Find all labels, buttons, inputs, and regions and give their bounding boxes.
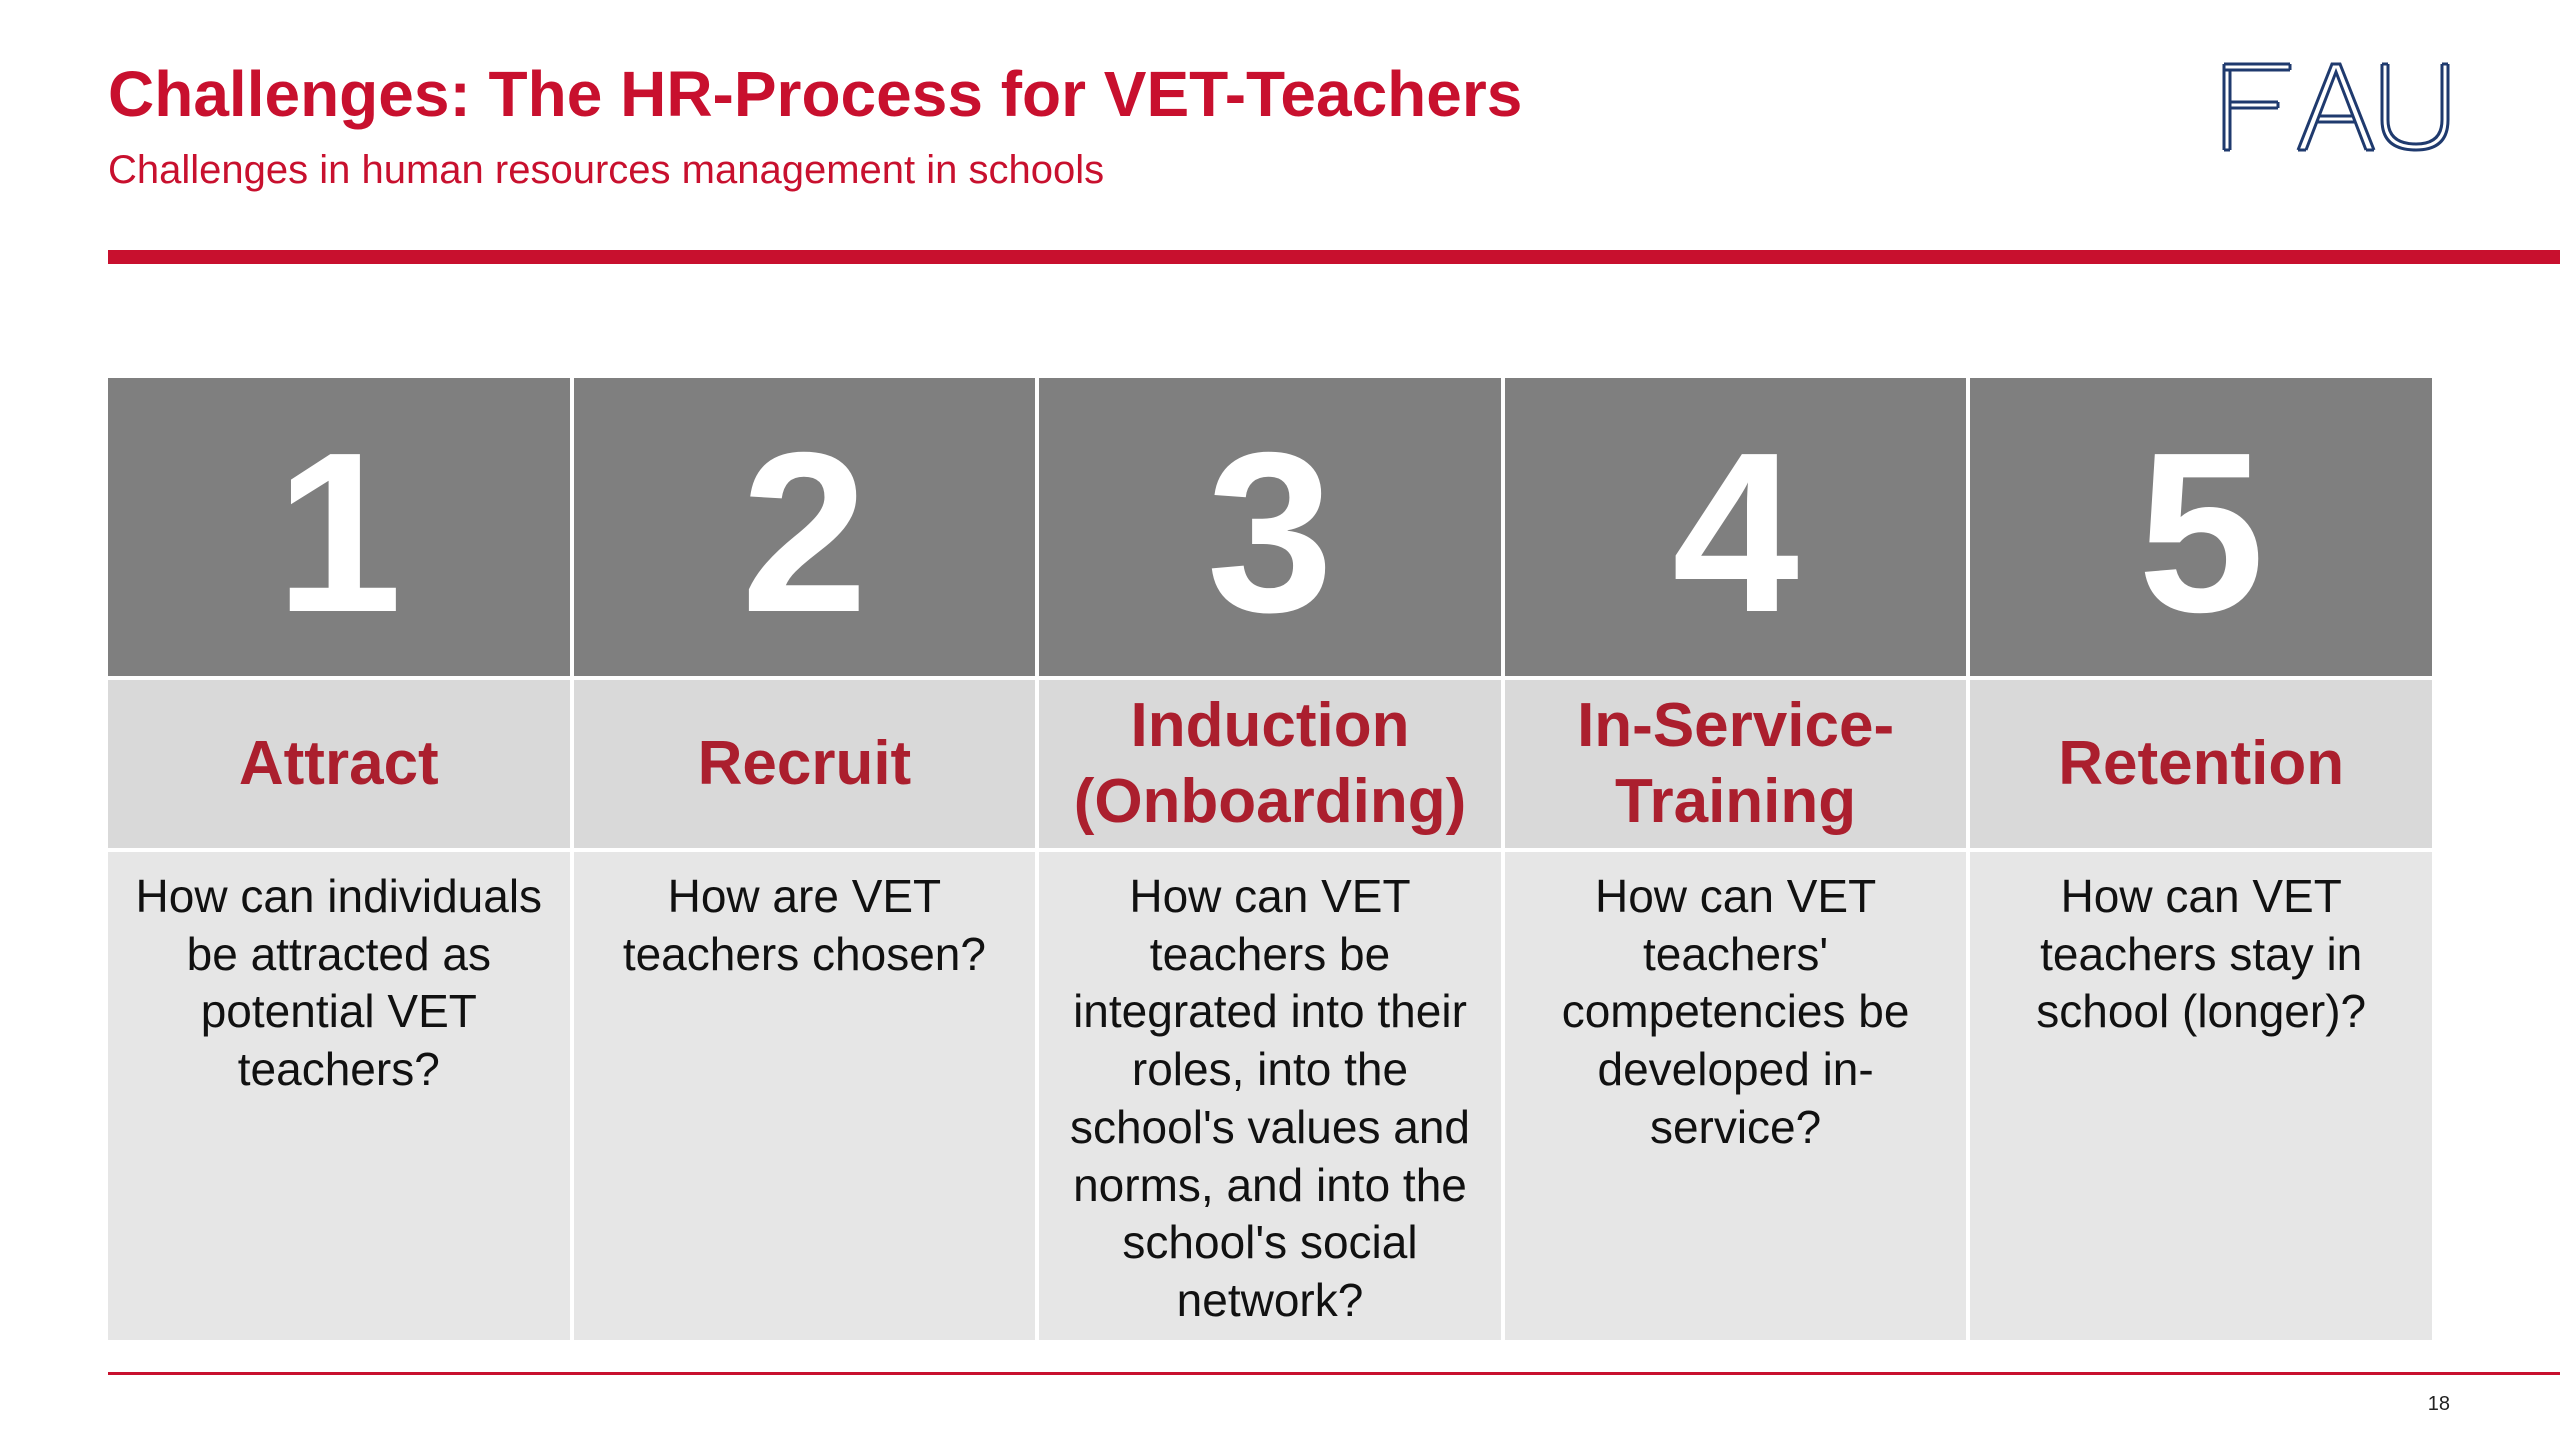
step-number-2: 2 bbox=[574, 378, 1036, 676]
step-label-recruit: Recruit bbox=[574, 680, 1036, 848]
fau-logo bbox=[2220, 58, 2452, 152]
step-label-retention: Retention bbox=[1970, 680, 2432, 848]
footer-divider bbox=[108, 1372, 2560, 1375]
slide-subtitle: Challenges in human resources management in schools bbox=[108, 148, 1105, 192]
step-question-induction: How can VET teachers be integrated into their roles, into the school's values and norms, and into the school's social network? bbox=[1039, 852, 1501, 1340]
step-label-in-service-training: In-Service-Training bbox=[1505, 680, 1967, 848]
step-question-retention: How can VET teachers stay in school (longer)? bbox=[1970, 852, 2432, 1340]
page-number: 18 bbox=[2427, 1393, 2450, 1415]
step-question-recruit: How are VET teachers chosen? bbox=[574, 852, 1036, 1340]
slide-title: Challenges: The HR-Process for VET-Teachers bbox=[108, 58, 1523, 130]
step-label-attract: Attract bbox=[108, 680, 570, 848]
step-number-4: 4 bbox=[1505, 378, 1967, 676]
step-number-1: 1 bbox=[108, 378, 570, 676]
step-number-3: 3 bbox=[1039, 378, 1501, 676]
header-divider bbox=[108, 250, 2560, 264]
step-label-induction: Induction (Onboarding) bbox=[1039, 680, 1501, 848]
hr-process-table bbox=[108, 378, 2432, 1332]
step-question-attract: How can individuals be attracted as potential VET teachers? bbox=[108, 852, 570, 1340]
step-question-in-service-training: How can VET teachers' competencies be developed in-service? bbox=[1505, 852, 1967, 1340]
step-number-5: 5 bbox=[1970, 378, 2432, 676]
